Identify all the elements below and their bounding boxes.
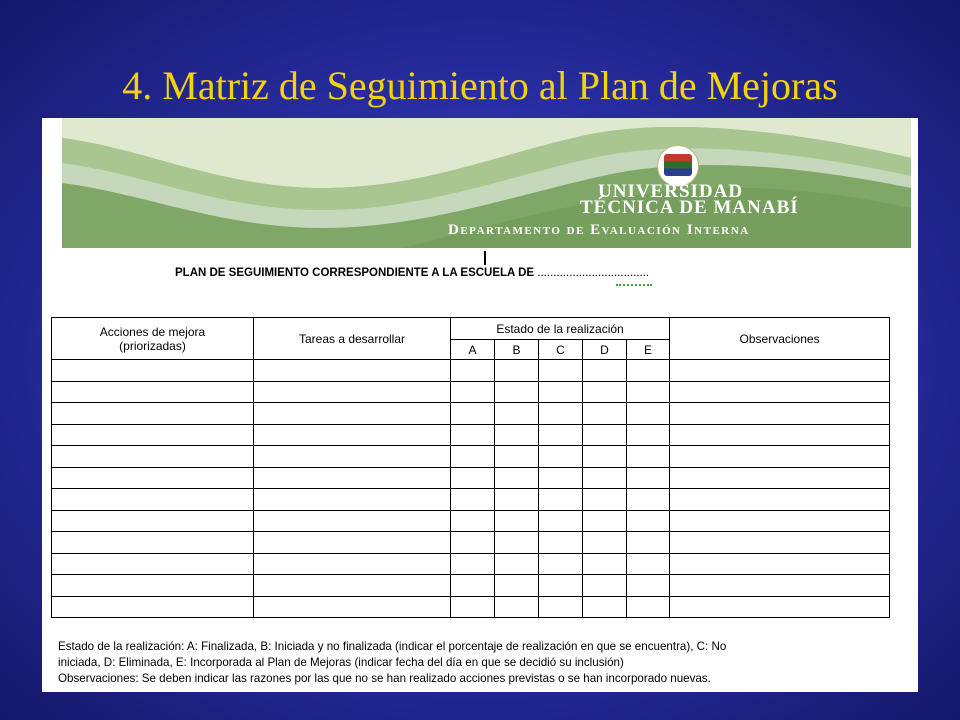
table-cell — [451, 489, 495, 511]
table-cell — [583, 532, 627, 554]
table-cell — [670, 596, 890, 618]
table-row — [52, 575, 890, 597]
table-cell — [583, 553, 627, 575]
table-cell — [495, 381, 539, 403]
table-row — [52, 424, 890, 446]
table-cell — [539, 489, 583, 511]
table-cell — [52, 360, 254, 382]
table-cell — [254, 596, 451, 618]
spellcheck-underline — [616, 281, 652, 286]
table-cell — [539, 403, 583, 425]
table-cell — [495, 510, 539, 532]
seal-flag-icon — [664, 154, 692, 176]
header-status: Estado de la realización — [451, 318, 670, 340]
table-cell — [451, 510, 495, 532]
table-cell — [495, 489, 539, 511]
tracking-matrix-table — [51, 317, 890, 618]
table-cell — [254, 360, 451, 382]
table-cell — [539, 446, 583, 468]
table-cell — [539, 360, 583, 382]
table-cell — [627, 381, 670, 403]
university-name-line2: TÉCNICA DE MANABÍ — [580, 197, 799, 218]
legend-line-1: Estado de la realización: A: Finalizada, B: Iniciada y no finalizada (indicar el porcentaje de realización en que se encuentra), C: No — [58, 640, 727, 653]
table-cell — [254, 381, 451, 403]
table-cell — [495, 596, 539, 618]
table-cell — [495, 360, 539, 382]
table-cell — [627, 360, 670, 382]
table-row — [52, 381, 890, 403]
table-cell — [254, 424, 451, 446]
plan-title — [175, 267, 649, 279]
table-cell — [495, 575, 539, 597]
legend-notes — [58, 639, 914, 687]
table-cell — [451, 553, 495, 575]
table-cell — [583, 446, 627, 468]
table-cell — [627, 467, 670, 489]
table-cell — [539, 381, 583, 403]
table-row — [52, 489, 890, 511]
table-cell — [52, 575, 254, 597]
status-code-b: B — [495, 340, 539, 360]
table-row — [52, 553, 890, 575]
table-cell — [451, 467, 495, 489]
table-cell — [539, 532, 583, 554]
table-cell — [627, 510, 670, 532]
table-cell — [52, 467, 254, 489]
table-cell — [52, 489, 254, 511]
table-cell — [451, 575, 495, 597]
table-cell — [254, 467, 451, 489]
table-row — [52, 596, 890, 618]
table-cell — [254, 489, 451, 511]
legend-line-2: iniciada, D: Eliminada, E: Incorporada al Plan de Mejoras (indicar fecha del día en que se decidió su inclusión) — [58, 656, 624, 669]
table-cell — [627, 532, 670, 554]
table-cell — [627, 446, 670, 468]
table-cell — [670, 510, 890, 532]
table-cell — [495, 467, 539, 489]
table-cell — [627, 553, 670, 575]
table-cell — [627, 403, 670, 425]
legend-line-3: Observaciones: Se deben indicar las razones por las que no se han realizado acciones previstas o se han incorporado nuevas. — [58, 672, 711, 685]
table-cell — [495, 424, 539, 446]
header-actions: Acciones de mejora (priorizadas) — [52, 318, 254, 360]
table-cell — [670, 553, 890, 575]
table-row — [52, 446, 890, 468]
text-cursor-mark — [484, 251, 486, 265]
table-cell — [52, 446, 254, 468]
status-code-e: E — [627, 340, 670, 360]
table-cell — [52, 553, 254, 575]
table-cell — [254, 532, 451, 554]
department-name: Departamento de Evaluación Interna — [448, 222, 750, 238]
plan-title-text: PLAN DE SEGUIMIENTO CORRESPONDIENTE A LA ESCUELA DE — [175, 267, 535, 279]
table-cell — [495, 532, 539, 554]
table-body — [52, 360, 890, 618]
table-cell — [583, 424, 627, 446]
document-image — [42, 118, 918, 692]
table-cell — [670, 467, 890, 489]
table-cell — [52, 596, 254, 618]
plan-title-dots: ................................... — [537, 267, 650, 279]
table-cell — [451, 532, 495, 554]
table-cell — [670, 360, 890, 382]
table-cell — [539, 467, 583, 489]
table-cell — [254, 446, 451, 468]
table-cell — [52, 532, 254, 554]
status-code-c: C — [539, 340, 583, 360]
header-banner — [62, 118, 911, 248]
table-cell — [583, 575, 627, 597]
table-cell — [451, 381, 495, 403]
table-cell — [627, 575, 670, 597]
table-cell — [495, 403, 539, 425]
table-cell — [52, 424, 254, 446]
table-cell — [539, 510, 583, 532]
table-cell — [451, 446, 495, 468]
table-cell — [254, 575, 451, 597]
table-cell — [539, 575, 583, 597]
table-cell — [539, 424, 583, 446]
slide-title: 4. Matriz de Seguimiento al Plan de Mejoras — [122, 63, 838, 108]
table-cell — [52, 510, 254, 532]
table-cell — [52, 403, 254, 425]
status-code-a: A — [451, 340, 495, 360]
table-cell — [451, 360, 495, 382]
table-cell — [254, 510, 451, 532]
table-cell — [670, 403, 890, 425]
table-row — [52, 467, 890, 489]
table-cell — [451, 403, 495, 425]
table-cell — [583, 467, 627, 489]
table-cell — [52, 381, 254, 403]
table-cell — [583, 360, 627, 382]
table-cell — [539, 553, 583, 575]
table-cell — [627, 424, 670, 446]
table-cell — [627, 489, 670, 511]
table-cell — [254, 553, 451, 575]
table-cell — [495, 553, 539, 575]
table-cell — [583, 596, 627, 618]
table-cell — [583, 489, 627, 511]
university-name-line1: UNIVERSIDAD — [598, 181, 744, 202]
header-observations: Observaciones — [670, 318, 890, 360]
table-cell — [670, 489, 890, 511]
table-cell — [670, 446, 890, 468]
table-cell — [627, 596, 670, 618]
table-cell — [583, 381, 627, 403]
table-row — [52, 510, 890, 532]
table-cell — [451, 596, 495, 618]
table-cell — [670, 381, 890, 403]
table-cell — [670, 424, 890, 446]
status-code-d: D — [583, 340, 627, 360]
table-row — [52, 532, 890, 554]
table-cell — [583, 510, 627, 532]
table-cell — [254, 403, 451, 425]
table-cell — [670, 532, 890, 554]
table-cell — [583, 403, 627, 425]
table-cell — [451, 424, 495, 446]
table-row — [52, 403, 890, 425]
table-cell — [670, 575, 890, 597]
table-cell — [495, 446, 539, 468]
table-row — [52, 360, 890, 382]
table-cell — [539, 596, 583, 618]
header-tasks: Tareas a desarrollar — [254, 318, 451, 360]
